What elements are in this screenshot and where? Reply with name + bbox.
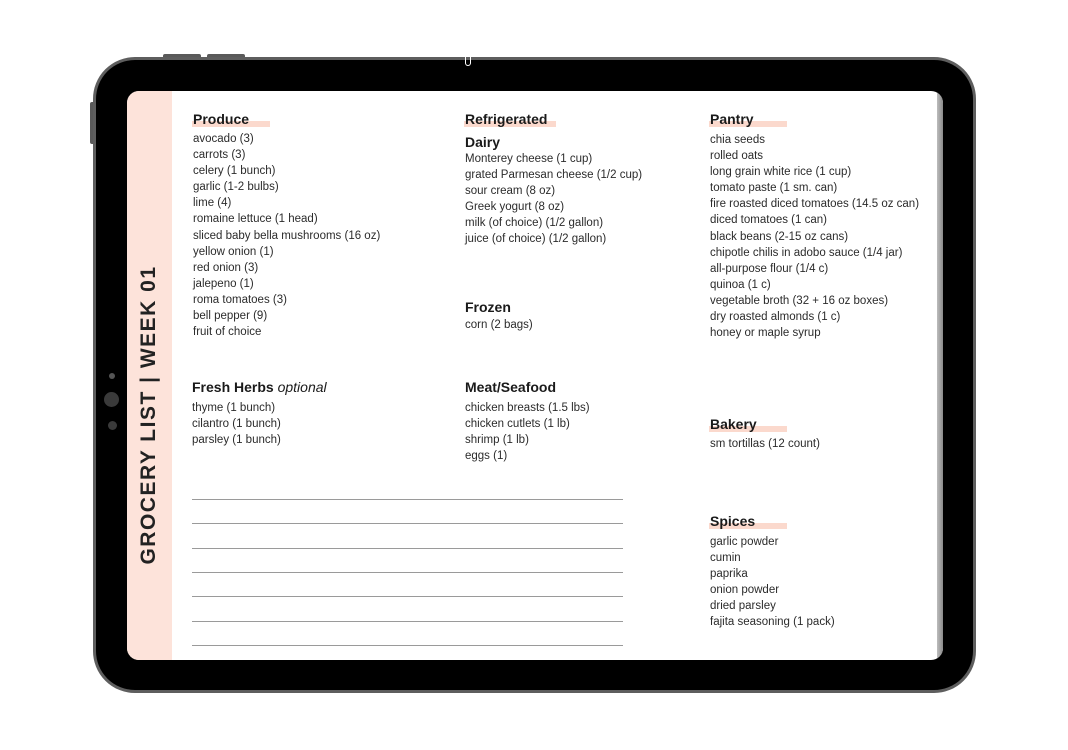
item-list bbox=[465, 151, 642, 248]
page-title: GROCERY LIST | WEEK 01 bbox=[137, 265, 160, 565]
list-item: lime (4) bbox=[193, 197, 232, 210]
list-item: onion powder bbox=[710, 584, 780, 597]
list-item: romaine lettuce (1 head) bbox=[193, 213, 318, 226]
list-item: roma tomatoes (3) bbox=[193, 293, 287, 306]
list-item: milk (of choice) (1/2 gallon) bbox=[465, 217, 604, 230]
section-title: Frozen bbox=[465, 299, 511, 315]
list-item: grated Parmesan cheese (1/2 cup) bbox=[465, 169, 643, 182]
item-list bbox=[192, 400, 327, 448]
section-title: Pantry bbox=[710, 111, 754, 128]
list-item: Monterey cheese (1 cup) bbox=[465, 153, 593, 165]
list-item: jalepeno (1) bbox=[193, 277, 254, 290]
subsection-title-dairy: Dairy bbox=[465, 134, 501, 150]
section-refrigerated bbox=[465, 111, 642, 248]
sensor-icon bbox=[108, 421, 117, 430]
list-item: chicken breasts (1.5 lbs) bbox=[465, 402, 590, 414]
list-item: eggs (1) bbox=[465, 450, 508, 463]
microphone-icon bbox=[465, 56, 471, 66]
list-item: all-purpose flour (1/4 c) bbox=[710, 262, 829, 275]
note-line[interactable] bbox=[192, 548, 623, 549]
section-spices bbox=[710, 513, 835, 631]
section-title: Refrigerated bbox=[465, 111, 547, 128]
note-line[interactable] bbox=[192, 523, 623, 524]
list-item: sm tortillas (12 count) bbox=[710, 438, 820, 450]
list-item: fajita seasoning (1 pack) bbox=[710, 616, 835, 629]
tablet-screen bbox=[127, 91, 943, 660]
list-item: dry roasted almonds (1 c) bbox=[710, 311, 841, 324]
list-item: cilantro (1 bunch) bbox=[192, 418, 281, 431]
list-item: diced tomatoes (1 can) bbox=[710, 214, 827, 227]
list-item: rolled oats bbox=[710, 150, 764, 163]
list-item: yellow onion (1) bbox=[193, 245, 274, 258]
list-item: juice (of choice) (1/2 gallon) bbox=[465, 233, 607, 246]
note-line[interactable] bbox=[192, 572, 623, 573]
list-item: carrots (3) bbox=[193, 149, 246, 162]
section-fresh-herbs bbox=[192, 379, 327, 448]
list-item: corn (2 bags) bbox=[465, 319, 533, 331]
note-line[interactable] bbox=[192, 645, 623, 646]
list-item: fruit of choice bbox=[193, 326, 262, 339]
section-title: Fresh Herbs optional bbox=[192, 379, 327, 395]
list-item: paprika bbox=[710, 568, 748, 581]
list-item: garlic powder bbox=[710, 536, 779, 548]
section-bakery bbox=[710, 416, 820, 452]
list-item: red onion (3) bbox=[193, 261, 259, 274]
section-meat-seafood bbox=[465, 379, 590, 464]
sensor-icon bbox=[109, 373, 115, 379]
note-line[interactable] bbox=[192, 499, 623, 500]
camera-icon bbox=[104, 392, 119, 407]
list-item: avocado (3) bbox=[193, 133, 254, 145]
list-item: honey or maple syrup bbox=[710, 327, 821, 340]
section-produce bbox=[193, 111, 380, 340]
list-item: parsley (1 bunch) bbox=[192, 434, 281, 447]
list-item: shrimp (1 lb) bbox=[465, 434, 529, 447]
item-list bbox=[710, 436, 820, 452]
note-line[interactable] bbox=[192, 596, 623, 597]
list-item: bell pepper (9) bbox=[193, 310, 268, 323]
list-item: chipotle chilis in adobo sauce (1/4 jar) bbox=[710, 246, 903, 259]
section-frozen bbox=[465, 299, 533, 333]
list-item: garlic (1-2 bulbs) bbox=[193, 181, 279, 194]
list-item: long grain white rice (1 cup) bbox=[710, 166, 852, 179]
section-title: Meat/Seafood bbox=[465, 379, 557, 395]
list-item: cumin bbox=[710, 552, 741, 565]
note-line[interactable] bbox=[192, 621, 623, 622]
list-item: sour cream (8 oz) bbox=[465, 185, 556, 198]
list-item: black beans (2-15 oz cans) bbox=[710, 230, 849, 243]
list-item: fire roasted diced tomatoes (14.5 oz can) bbox=[710, 198, 920, 211]
list-item: vegetable broth (32 + 16 oz boxes) bbox=[710, 294, 889, 307]
list-item: quinoa (1 c) bbox=[710, 278, 771, 291]
list-item: chia seeds bbox=[710, 134, 765, 146]
list-item: tomato paste (1 sm. can) bbox=[710, 182, 838, 195]
item-list bbox=[710, 534, 835, 631]
list-item: dried parsley bbox=[710, 600, 776, 613]
list-item: thyme (1 bunch) bbox=[192, 402, 276, 414]
section-pantry bbox=[710, 111, 919, 341]
list-item: sliced baby bella mushrooms (16 oz) bbox=[193, 229, 381, 242]
list-item: chicken cutlets (1 lb) bbox=[465, 418, 570, 431]
section-title: Bakery bbox=[710, 416, 757, 433]
section-title: Produce bbox=[193, 111, 249, 128]
list-item: celery (1 bunch) bbox=[193, 165, 276, 178]
optional-note: optional bbox=[277, 379, 327, 395]
item-list bbox=[710, 132, 919, 341]
list-item: Greek yogurt (8 oz) bbox=[465, 201, 565, 214]
item-list bbox=[465, 317, 533, 333]
section-title: Spices bbox=[710, 513, 755, 530]
item-list bbox=[193, 131, 380, 340]
screen-edge bbox=[937, 91, 943, 660]
sidebar bbox=[127, 91, 172, 660]
item-list bbox=[465, 400, 590, 464]
